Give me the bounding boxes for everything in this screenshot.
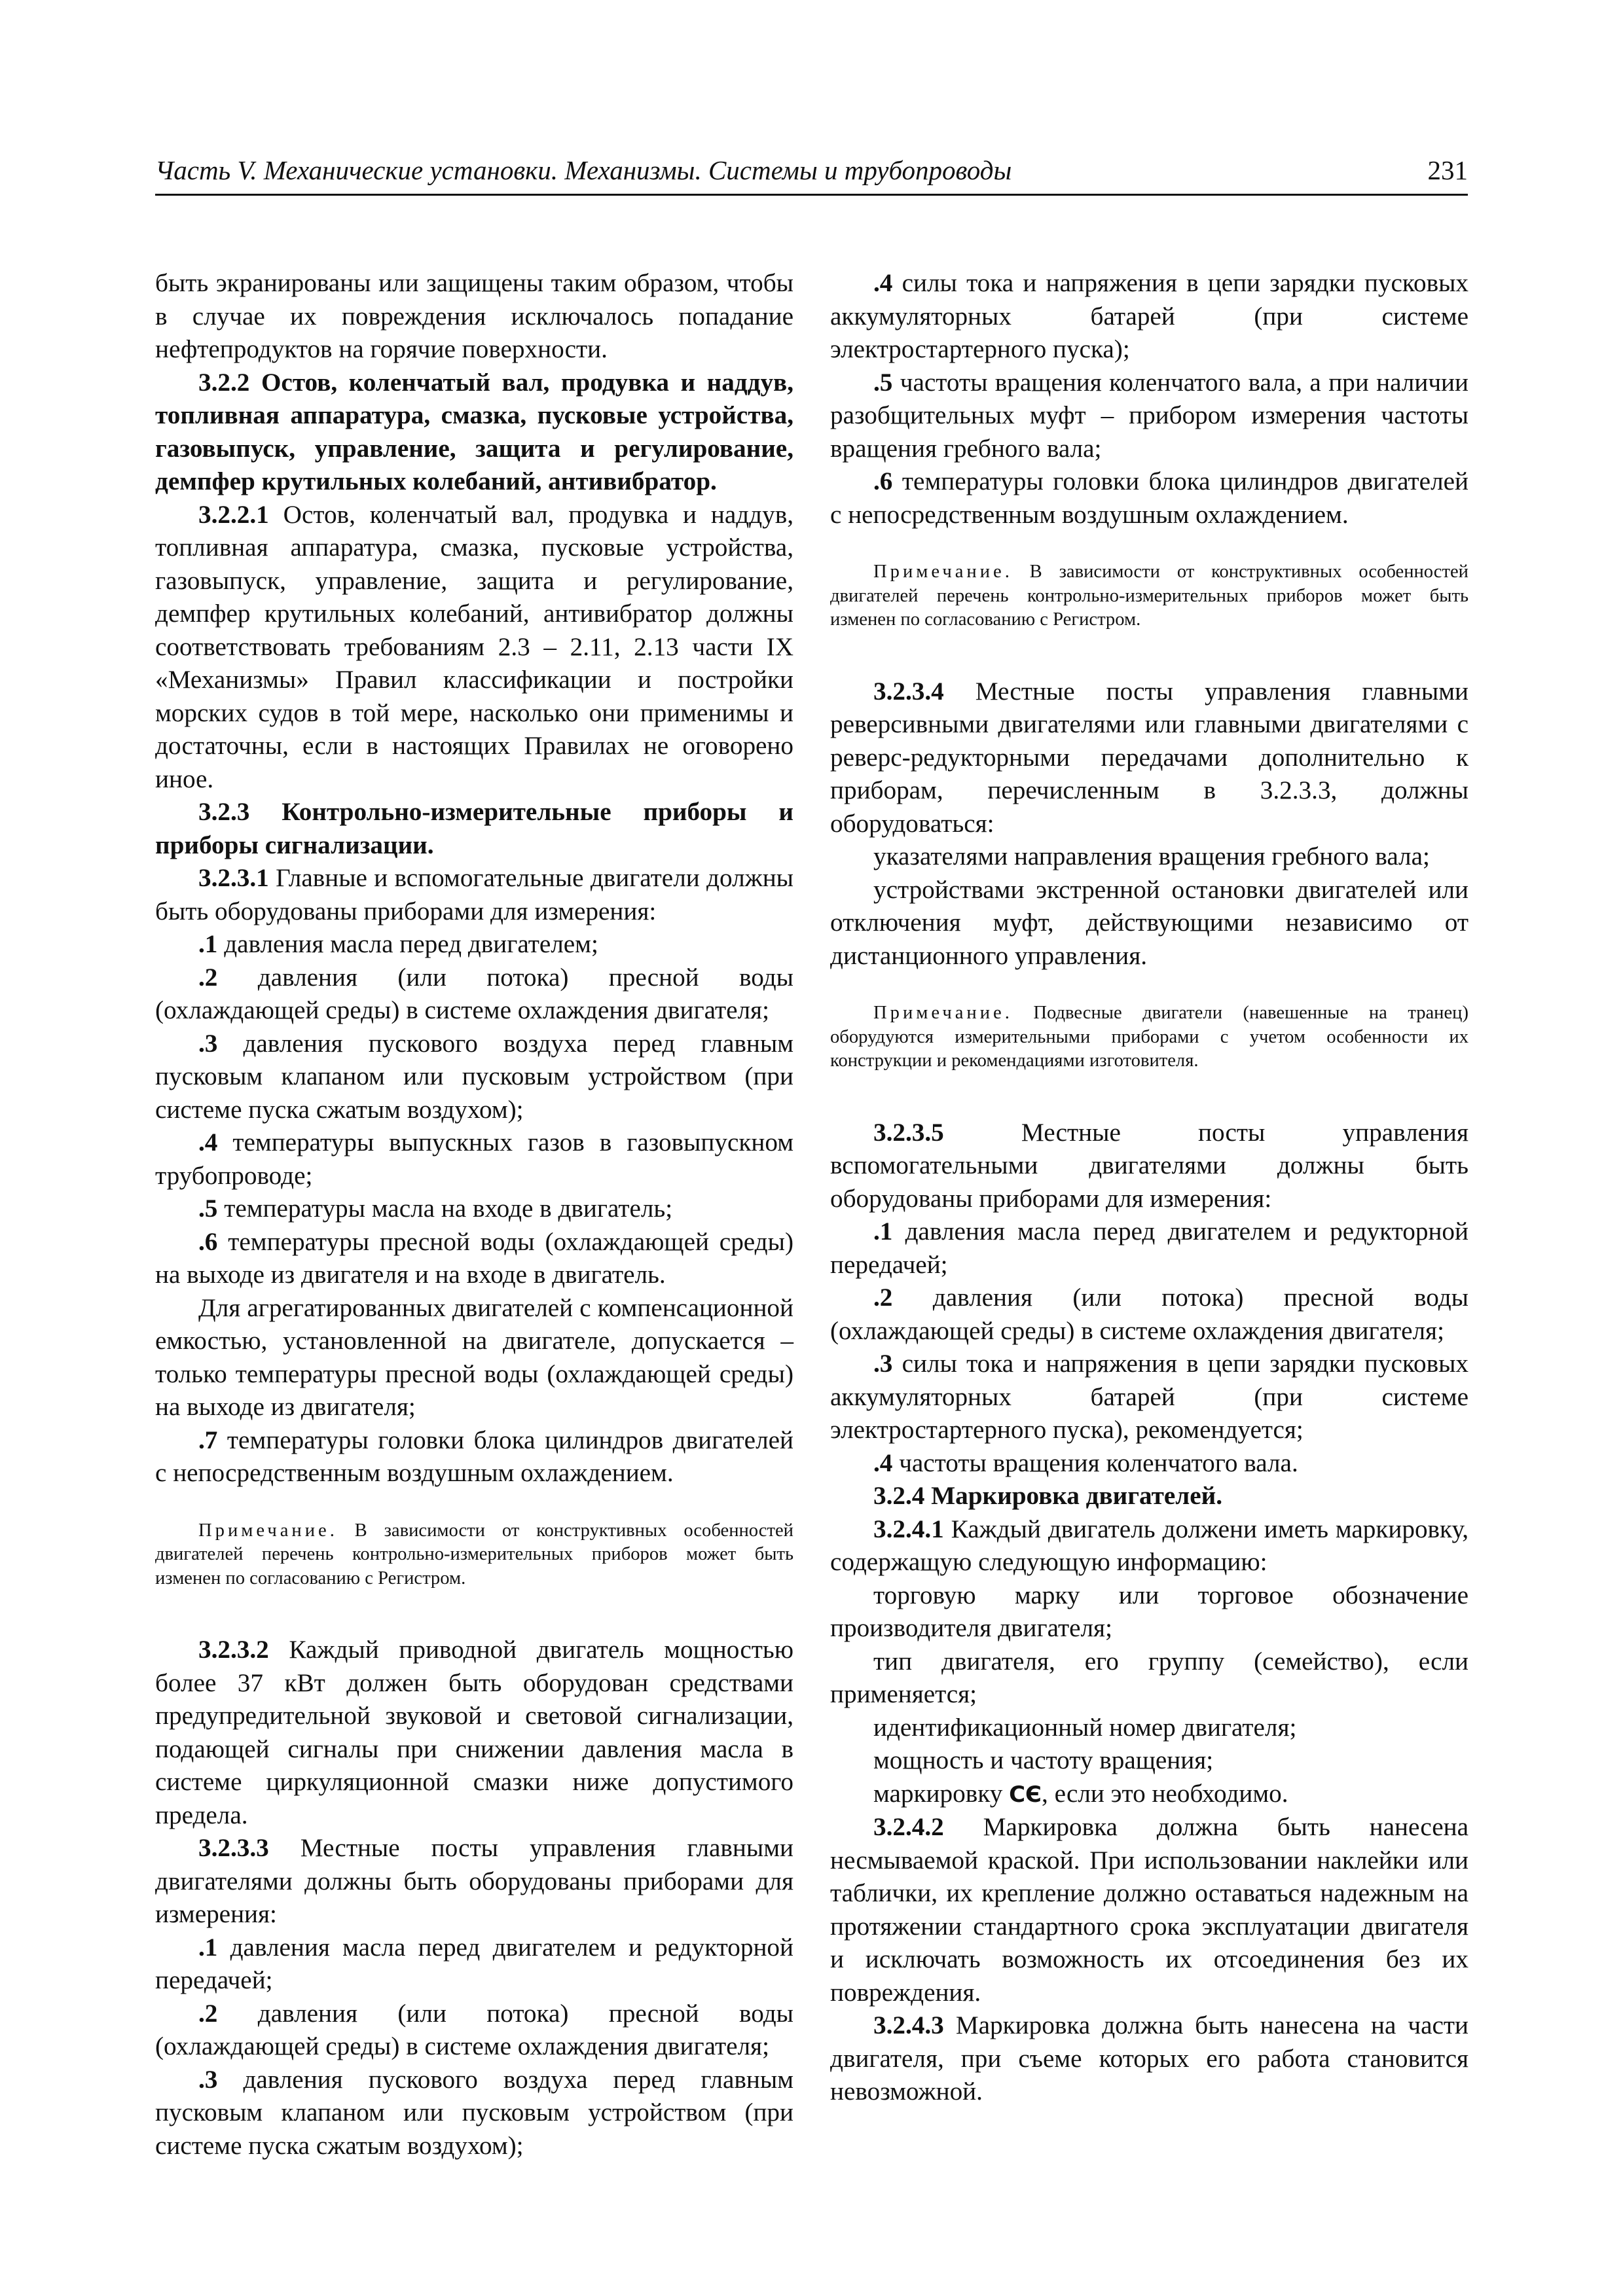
note-label: Примечание. <box>873 1003 1013 1023</box>
paragraph-3-2-3-3 <box>155 1832 793 1931</box>
list-item <box>155 961 793 1028</box>
item-text: температуры выпускных газов в газовыпускном трубопроводе; <box>155 1128 793 1190</box>
spacer <box>830 1073 1468 1117</box>
item-text: температуры головки блока цилиндров двигателей с непосредственным воздушным охлаждением. <box>830 467 1468 529</box>
list-item <box>155 1424 793 1490</box>
item-number: .2 <box>873 1283 893 1312</box>
list-item: идентификационный номер двигателя; <box>873 1713 1297 1742</box>
item-number: .6 <box>873 467 893 495</box>
item-number: .7 <box>198 1426 218 1454</box>
list-item <box>830 1215 1468 1282</box>
item-text: давления масла перед двигателем и редукторной передачей; <box>155 1933 793 1994</box>
item-text: силы тока и напряжения в цепи зарядки пусковых аккумуляторных батарей (при системе электростартерного пуска), рекомендуется; <box>830 1350 1468 1444</box>
paragraph-3-2-3-5 <box>830 1117 1468 1216</box>
list-item <box>830 267 1468 367</box>
paragraph: указателями направления вращения гребного вала; <box>873 842 1430 870</box>
clause-number: 3.2.4.3 <box>873 2011 944 2039</box>
list-item: торговую марку или торговое обозначение производителя двигателя; <box>830 1581 1468 1642</box>
paragraph-3-2-4-3 <box>830 2009 1468 2109</box>
note <box>155 1519 793 1591</box>
clause-text: Остов, коленчатый вал, продувка и наддув, топливная аппаратура, смазка, пусковые устройства, газовыпуск, управление, защита и регулирование, демпфер крутильных колебаний, антивибратор должны соответствовать требованиям 2.3 – 2.11, 2.13 части IX «Механизмы» Правил классификации и постройки морских судов в той мере, насколько они применимы и достаточны, если в настоящих Правилах не оговорено иное. <box>155 500 793 793</box>
item-number: .3 <box>873 1350 893 1378</box>
item-number: .5 <box>198 1194 218 1223</box>
list-item <box>830 367 1468 466</box>
item-number: .4 <box>198 1128 218 1157</box>
clause-text: Местные посты управления вспомогательными двигателями должны быть оборудованы приборами для измерения: <box>830 1118 1468 1213</box>
item-text: давления (или потока) пресной воды (охлаждающей среды) в системе охлаждения двигателя; <box>155 963 793 1024</box>
item-text: давления (или потока) пресной воды (охлаждающей среды) в системе охлаждения двигателя; <box>155 1999 793 2060</box>
clause-text: Каждый двигатель должени иметь маркировку, содержащую следующую информацию: <box>830 1515 1468 1576</box>
paragraph-3-2-3-1 <box>155 862 793 928</box>
item-text: силы тока и напряжения в цепи зарядки пусковых аккумуляторных батарей (при системе электростартерного пуска); <box>830 269 1468 363</box>
clause-text: Главные и вспомогательные двигатели должны быть оборудованы приборами для измерения: <box>155 864 793 925</box>
item-text: давления пускового воздуха перед главным пусковым клапаном или пусковым устройством (при системе пуска сжатым воздухом); <box>155 2065 793 2160</box>
list-item <box>830 1348 1468 1447</box>
item-text: частоты вращения коленчатого вала, а при наличии разобщительных муфт – прибором измерения частоты вращения гребного вала; <box>830 368 1468 463</box>
list-item <box>830 1447 1468 1480</box>
list-item <box>155 928 793 961</box>
clause-number: 3.2.3.1 <box>198 864 269 892</box>
note-label: Примечание. <box>873 562 1013 582</box>
item-text: давления (или потока) пресной воды (охлаждающей среды) в системе охлаждения двигателя; <box>830 1283 1468 1345</box>
item-text: , если это необходимо. <box>1042 1779 1288 1808</box>
item-number: .2 <box>198 963 218 992</box>
clause-text: Каждый приводной двигатель мощностью более 37 кВт должен быть оборудован средствами предупредительной звуковой и световой сигнализации, подающей сигналы при снижении давления масла в системе циркуляционной смазки ниже допустимого предела. <box>155 1636 793 1829</box>
item-text: температуры головки блока цилиндров двигателей с непосредственным воздушным охлаждением. <box>155 1426 793 1487</box>
list-item <box>830 465 1468 531</box>
list-item <box>155 1998 793 2064</box>
spacer <box>830 973 1468 1001</box>
list-item: мощность и частоту вращения; <box>873 1746 1214 1774</box>
list-item <box>830 1778 1468 1812</box>
item-text: маркировку <box>873 1779 1010 1808</box>
paragraph: Для агрегатированных двигателей с компенсационной емкостью, установленной на двигателе, допускается – только температуры пресной воды (охлаждающей среды) на выходе из двигателя; <box>155 1293 793 1421</box>
spacer <box>155 1590 793 1634</box>
paragraph-3-2-3-4 <box>830 675 1468 841</box>
clause-number: 3.2.2.1 <box>198 500 269 529</box>
clause-text: Местные посты управления главными двигателями должны быть оборудованы приборами для измерения: <box>155 1834 793 1928</box>
item-text: температуры пресной воды (охлаждающей среды) на выходе из двигателя и на входе в двигатель. <box>155 1227 793 1289</box>
note <box>830 560 1468 632</box>
spacer <box>830 632 1468 675</box>
paragraph-3-2-3-2 <box>155 1634 793 1832</box>
clause-number: 3.2.3.5 <box>873 1118 944 1147</box>
note-text: В зависимости от конструктивных особенностей двигателей перечень контрольно-измерительных приборов может быть изменен по согласованию с Регистром. <box>155 1520 793 1588</box>
paragraph-3-2-4-2 <box>830 1811 1468 2009</box>
item-number: .3 <box>198 1029 218 1058</box>
paragraph-3-2-4-1 <box>830 1513 1468 1579</box>
item-number: .3 <box>198 2065 218 2094</box>
item-number: .2 <box>198 1999 218 2028</box>
list-item: тип двигателя, его группу (семейство), если применяется; <box>830 1647 1468 1708</box>
paragraph: устройствами экстренной остановки двигателей или отключения муфт, действующими независимо от дистанционного управления. <box>830 875 1468 970</box>
item-text: давления масла перед двигателем и редукторной передачей; <box>830 1217 1468 1279</box>
clause-number: 3.2.4.1 <box>873 1515 944 1543</box>
item-number: .1 <box>873 1217 893 1246</box>
item-text: частоты вращения коленчатого вала. <box>892 1448 1298 1477</box>
clause-text: Маркировка должна быть нанесена несмываемой краской. При использовании наклейки или таблички, их крепление должно оставаться надежным на протяжении стандартного срока эксплуатации двигателя и исключать возможность их отсоединения без их повреждения. <box>830 1813 1468 2007</box>
clause-number: 3.2.3.2 <box>198 1636 269 1664</box>
note-text: В зависимости от конструктивных особенностей двигателей перечень контрольно-измерительных приборов может быть изменен по согласованию с Регистром. <box>830 562 1468 630</box>
list-item <box>155 1931 793 1998</box>
paragraph-3-2-2-1 <box>155 499 793 797</box>
clause-text: Местные посты управления главными реверсивными двигателями или главными двигателями с реверс-редукторными передачами дополнительно к приборам, перечисленным в 3.2.3.3, должны оборудоваться: <box>830 677 1468 838</box>
item-text: давления масла перед двигателем; <box>217 930 598 958</box>
list-item <box>155 1193 793 1226</box>
item-number: .5 <box>873 368 893 397</box>
clause-number: 3.2.3.3 <box>198 1834 269 1862</box>
clause-number: 3.2.4.2 <box>873 1813 944 1841</box>
running-title: Часть V. Механические установки. Механизмы. Системы и трубопроводы <box>155 155 1012 185</box>
note-text: Подвесные двигатели (навешенные на транец) оборудуются измерительными приборами с учетом особенности их конструкции и рекомендациями изготовителя. <box>830 1003 1468 1071</box>
list-item <box>155 1126 793 1193</box>
spacer <box>155 1490 793 1519</box>
item-text: давления пускового воздуха перед главным пусковым клапаном или пусковым устройством (при системе пуска сжатым воздухом); <box>155 1029 793 1124</box>
note <box>830 1001 1468 1073</box>
item-number: .4 <box>873 1448 893 1477</box>
clause-text: Маркировка должна быть нанесена на части двигателя, при съеме которых его работа становится невозможной. <box>830 2011 1468 2106</box>
page-header <box>155 152 1468 196</box>
list-item <box>155 1028 793 1127</box>
clause-number: 3.2.3.4 <box>873 677 944 706</box>
section-heading-3-2-3: 3.2.3 Контрольно-измерительные приборы и приборы сигнализации. <box>155 798 793 859</box>
page-number: 231 <box>1427 155 1468 185</box>
list-item <box>830 1282 1468 1348</box>
ce-mark: CЄ <box>1009 1781 1042 1808</box>
right-column <box>830 267 1468 2109</box>
note-label: Примечание. <box>198 1520 338 1541</box>
spacer <box>830 531 1468 560</box>
item-number: .1 <box>198 930 218 958</box>
list-item <box>155 1226 793 1292</box>
paragraph: быть экранированы или защищены таким образом, чтобы в случае их повреждения исключалось попадание нефтепродуктов на горячие поверхности. <box>155 269 793 363</box>
list-item <box>155 2064 793 2163</box>
section-heading-3-2-2: 3.2.2 Остов, коленчатый вал, продувка и наддув, топливная аппаратура, смазка, пусковые устройства, газовыпуск, управление, защита и регулирование, демпфер крутильных колебаний, антивибратор. <box>155 368 793 495</box>
item-number: .6 <box>198 1227 218 1256</box>
item-number: .4 <box>873 269 893 297</box>
item-text: температуры масла на входе в двигатель; <box>217 1194 673 1223</box>
section-heading-3-2-4: 3.2.4 Маркировка двигателей. <box>873 1482 1222 1510</box>
left-column <box>155 267 793 2162</box>
item-number: .1 <box>198 1933 218 1962</box>
